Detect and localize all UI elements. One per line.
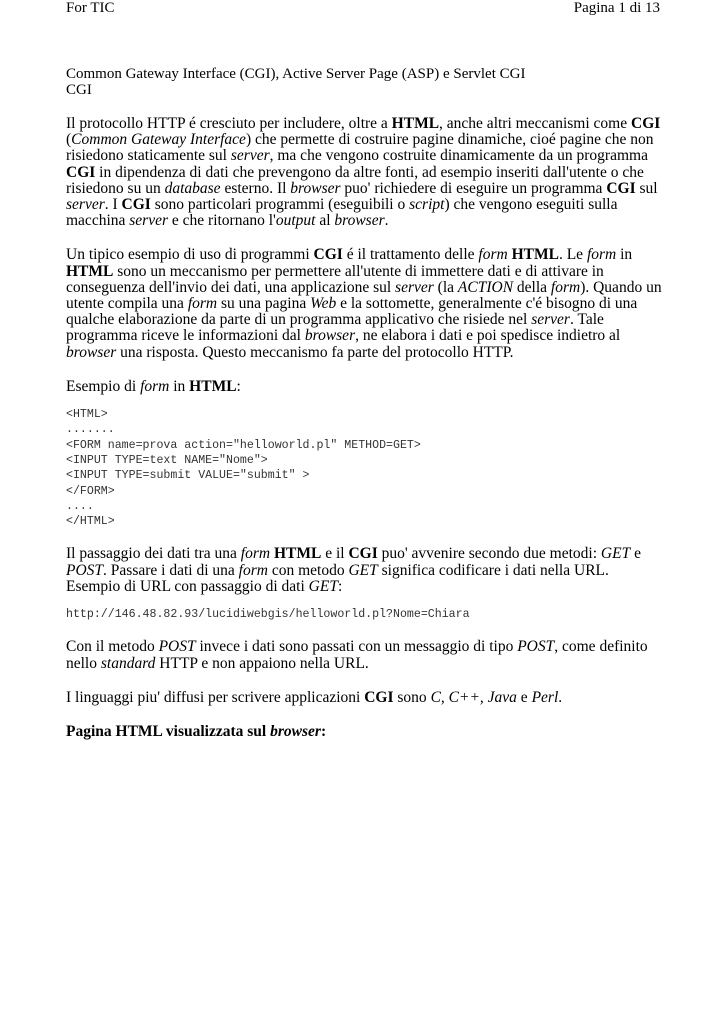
text-run: Common Gateway Interface [71, 131, 246, 149]
text-run: CGI [121, 196, 151, 214]
code-line: .... [66, 499, 94, 513]
text-run: form [187, 295, 218, 313]
text-run: una risposta. Questo meccanismo fa parte del protocollo HTTP. [116, 343, 514, 361]
text-run: . Passare i dati di una [103, 561, 239, 579]
text-run: , ne elabora i dati e poi spedisce indietro al [355, 327, 621, 345]
text-run: e [630, 545, 641, 563]
text-run: Il passaggio dei dati tra una [66, 545, 241, 563]
text-run: server [129, 212, 169, 230]
code-line: </HTML> [66, 515, 115, 529]
text-run: ) che permette di costruire pagine dinamiche, cioé pagine che non risiedono staticamente sul [66, 131, 654, 165]
text-run: CGI [348, 545, 378, 563]
text-run: C, C++, Java [430, 688, 517, 706]
paragraph-languages [66, 690, 666, 706]
code-line: ....... [66, 423, 115, 437]
text-run: ) che vengono eseguiti sulla macchina [66, 196, 618, 230]
text-run: Il protocollo HTTP é cresciuto per includere, oltre a [66, 115, 392, 132]
text-run: CGI [364, 688, 394, 706]
text-run: Con il metodo [66, 638, 159, 656]
text-run: server [395, 278, 434, 296]
text-run: della [513, 278, 551, 296]
text-run: server [230, 147, 270, 165]
text-run: in [169, 377, 190, 395]
text-run: . I [104, 196, 122, 214]
text-run: GET [600, 545, 631, 563]
text-run: form [550, 278, 581, 296]
text-run: e il [321, 545, 349, 563]
paragraph-http-cgi [66, 116, 666, 229]
code-line: <FORM name=prova action="helloworld.pl" METHOD=GET> [66, 438, 421, 452]
text-run: : [236, 377, 241, 395]
text-run: puo' richiedere di eseguire un programma [340, 179, 607, 197]
text-run: output [275, 212, 316, 230]
code-block [66, 407, 666, 529]
code-line: </FORM> [66, 484, 115, 498]
text-run: Web [310, 295, 337, 313]
text-run: server [531, 311, 570, 329]
text-run: HTML [273, 545, 322, 563]
text-run: su una pagina [217, 295, 311, 313]
text-run: al [315, 212, 335, 230]
text-run: . Le [558, 246, 587, 264]
text-run: , come definito nello [66, 638, 648, 672]
text-run: sono particolari programmi (eseguibili o [150, 196, 410, 214]
paragraph-get-post [66, 546, 666, 595]
header-page-number: Pagina 1 di 13 [573, 0, 660, 16]
section-heading-cgi: CGI [66, 82, 92, 98]
text-run: GET [348, 561, 378, 579]
text-run: server [66, 196, 105, 214]
text-run: browser [304, 327, 356, 345]
text-run: , ma che vengono costruite dinamicamente da un programma [269, 147, 648, 165]
text-run: form [240, 545, 271, 563]
text-run: database [164, 179, 221, 197]
text-run: GET [308, 577, 338, 595]
text-run: con metodo [267, 561, 349, 579]
text-run: , anche altri meccanismi come [439, 115, 631, 132]
text-run: I linguaggi piu' diffusi per scrivere applicazioni [66, 688, 365, 706]
code-line: <INPUT TYPE=text NAME="Nome"> [66, 453, 268, 467]
text-run: e la sottomette, generalmente c'é bisogno di una qualche elaborazione da parte di un programma applicativo che risiede nel [66, 295, 638, 329]
text-run: HTML [511, 246, 559, 264]
text-run: Perl [531, 688, 559, 706]
text-run: form [238, 561, 268, 579]
text-run: Pagina HTML visualizzata sul [66, 722, 271, 740]
text-run: POST [517, 638, 555, 656]
paragraph-post-method [66, 639, 666, 671]
text-run: HTTP e non appaiono nella URL. [155, 654, 369, 672]
header-left: For TIC [66, 0, 115, 16]
document-title: Common Gateway Interface (CGI), Active Server Page (ASP) e Servlet CGI [66, 66, 526, 82]
text-run: Esempio di [66, 377, 141, 395]
text-run: sono [393, 688, 431, 706]
text-run: . [558, 688, 563, 706]
text-run: CGI [631, 115, 661, 132]
text-run: : [320, 722, 327, 740]
text-run: form [478, 246, 508, 264]
text-run: ACTION [457, 278, 514, 296]
text-run: (la [433, 278, 458, 296]
text-run: form [140, 377, 170, 395]
text-run: ( [66, 131, 72, 149]
text-run: . [384, 212, 389, 230]
paragraph-browser-page [66, 724, 666, 740]
text-run: POST [158, 638, 196, 656]
text-run: HTML [189, 377, 237, 395]
document-page [66, 66, 666, 740]
text-run: sono un meccanismo per permettere all'utente di immettere dati e di attivare in conseguenza dell'invio dei dati, una applicazione sul [66, 262, 604, 296]
text-run: e che ritornano l' [168, 212, 276, 230]
text-run: . Tale programma riceve le informazioni dal [66, 311, 604, 345]
paragraph-form-example [66, 247, 666, 360]
text-run: browser [290, 179, 341, 197]
text-run: e [516, 688, 532, 706]
text-run: browser [334, 212, 385, 230]
text-run: : [337, 577, 343, 595]
text-run: HTML [66, 262, 114, 280]
text-run: in dipendenza di dati che prevengono da altre fonti, ad esempio inseriti dall'utente o che risiedono su un [66, 163, 644, 197]
code-line: <INPUT TYPE=submit VALUE="submit" > [66, 469, 310, 483]
text-run: esterno. Il [220, 179, 291, 197]
text-run: CGI [606, 179, 636, 197]
text-run: in [616, 246, 633, 264]
url-example: http://146.48.82.93/lucidiwebgis/helloworld.pl?Nome=Chiara [66, 608, 470, 622]
text-run: POST [66, 561, 104, 579]
text-run: Un tipico esempio di uso di programmi [66, 246, 314, 264]
text-run: script [409, 196, 445, 214]
text-run: ). Quando un utente compila una [66, 278, 662, 313]
text-run: CGI [66, 163, 96, 181]
text-run: significa codificare i dati nella URL. Esempio di URL con passaggio di dati [66, 561, 609, 595]
text-run: browser [66, 343, 117, 361]
paragraph-form-intro [66, 379, 666, 395]
text-run: sul [635, 179, 658, 197]
text-run: invece i dati sono passati con un messaggio di tipo [195, 638, 518, 656]
text-run: HTML [391, 115, 440, 132]
text-run: browser [270, 722, 321, 740]
text-run: form [586, 246, 617, 264]
text-run: é il trattamento delle [342, 246, 479, 264]
code-line: <HTML> [66, 408, 108, 422]
text-run: puo' avvenire secondo due metodi: [377, 545, 601, 563]
text-run: CGI [313, 246, 343, 264]
text-run: standard [100, 654, 156, 672]
